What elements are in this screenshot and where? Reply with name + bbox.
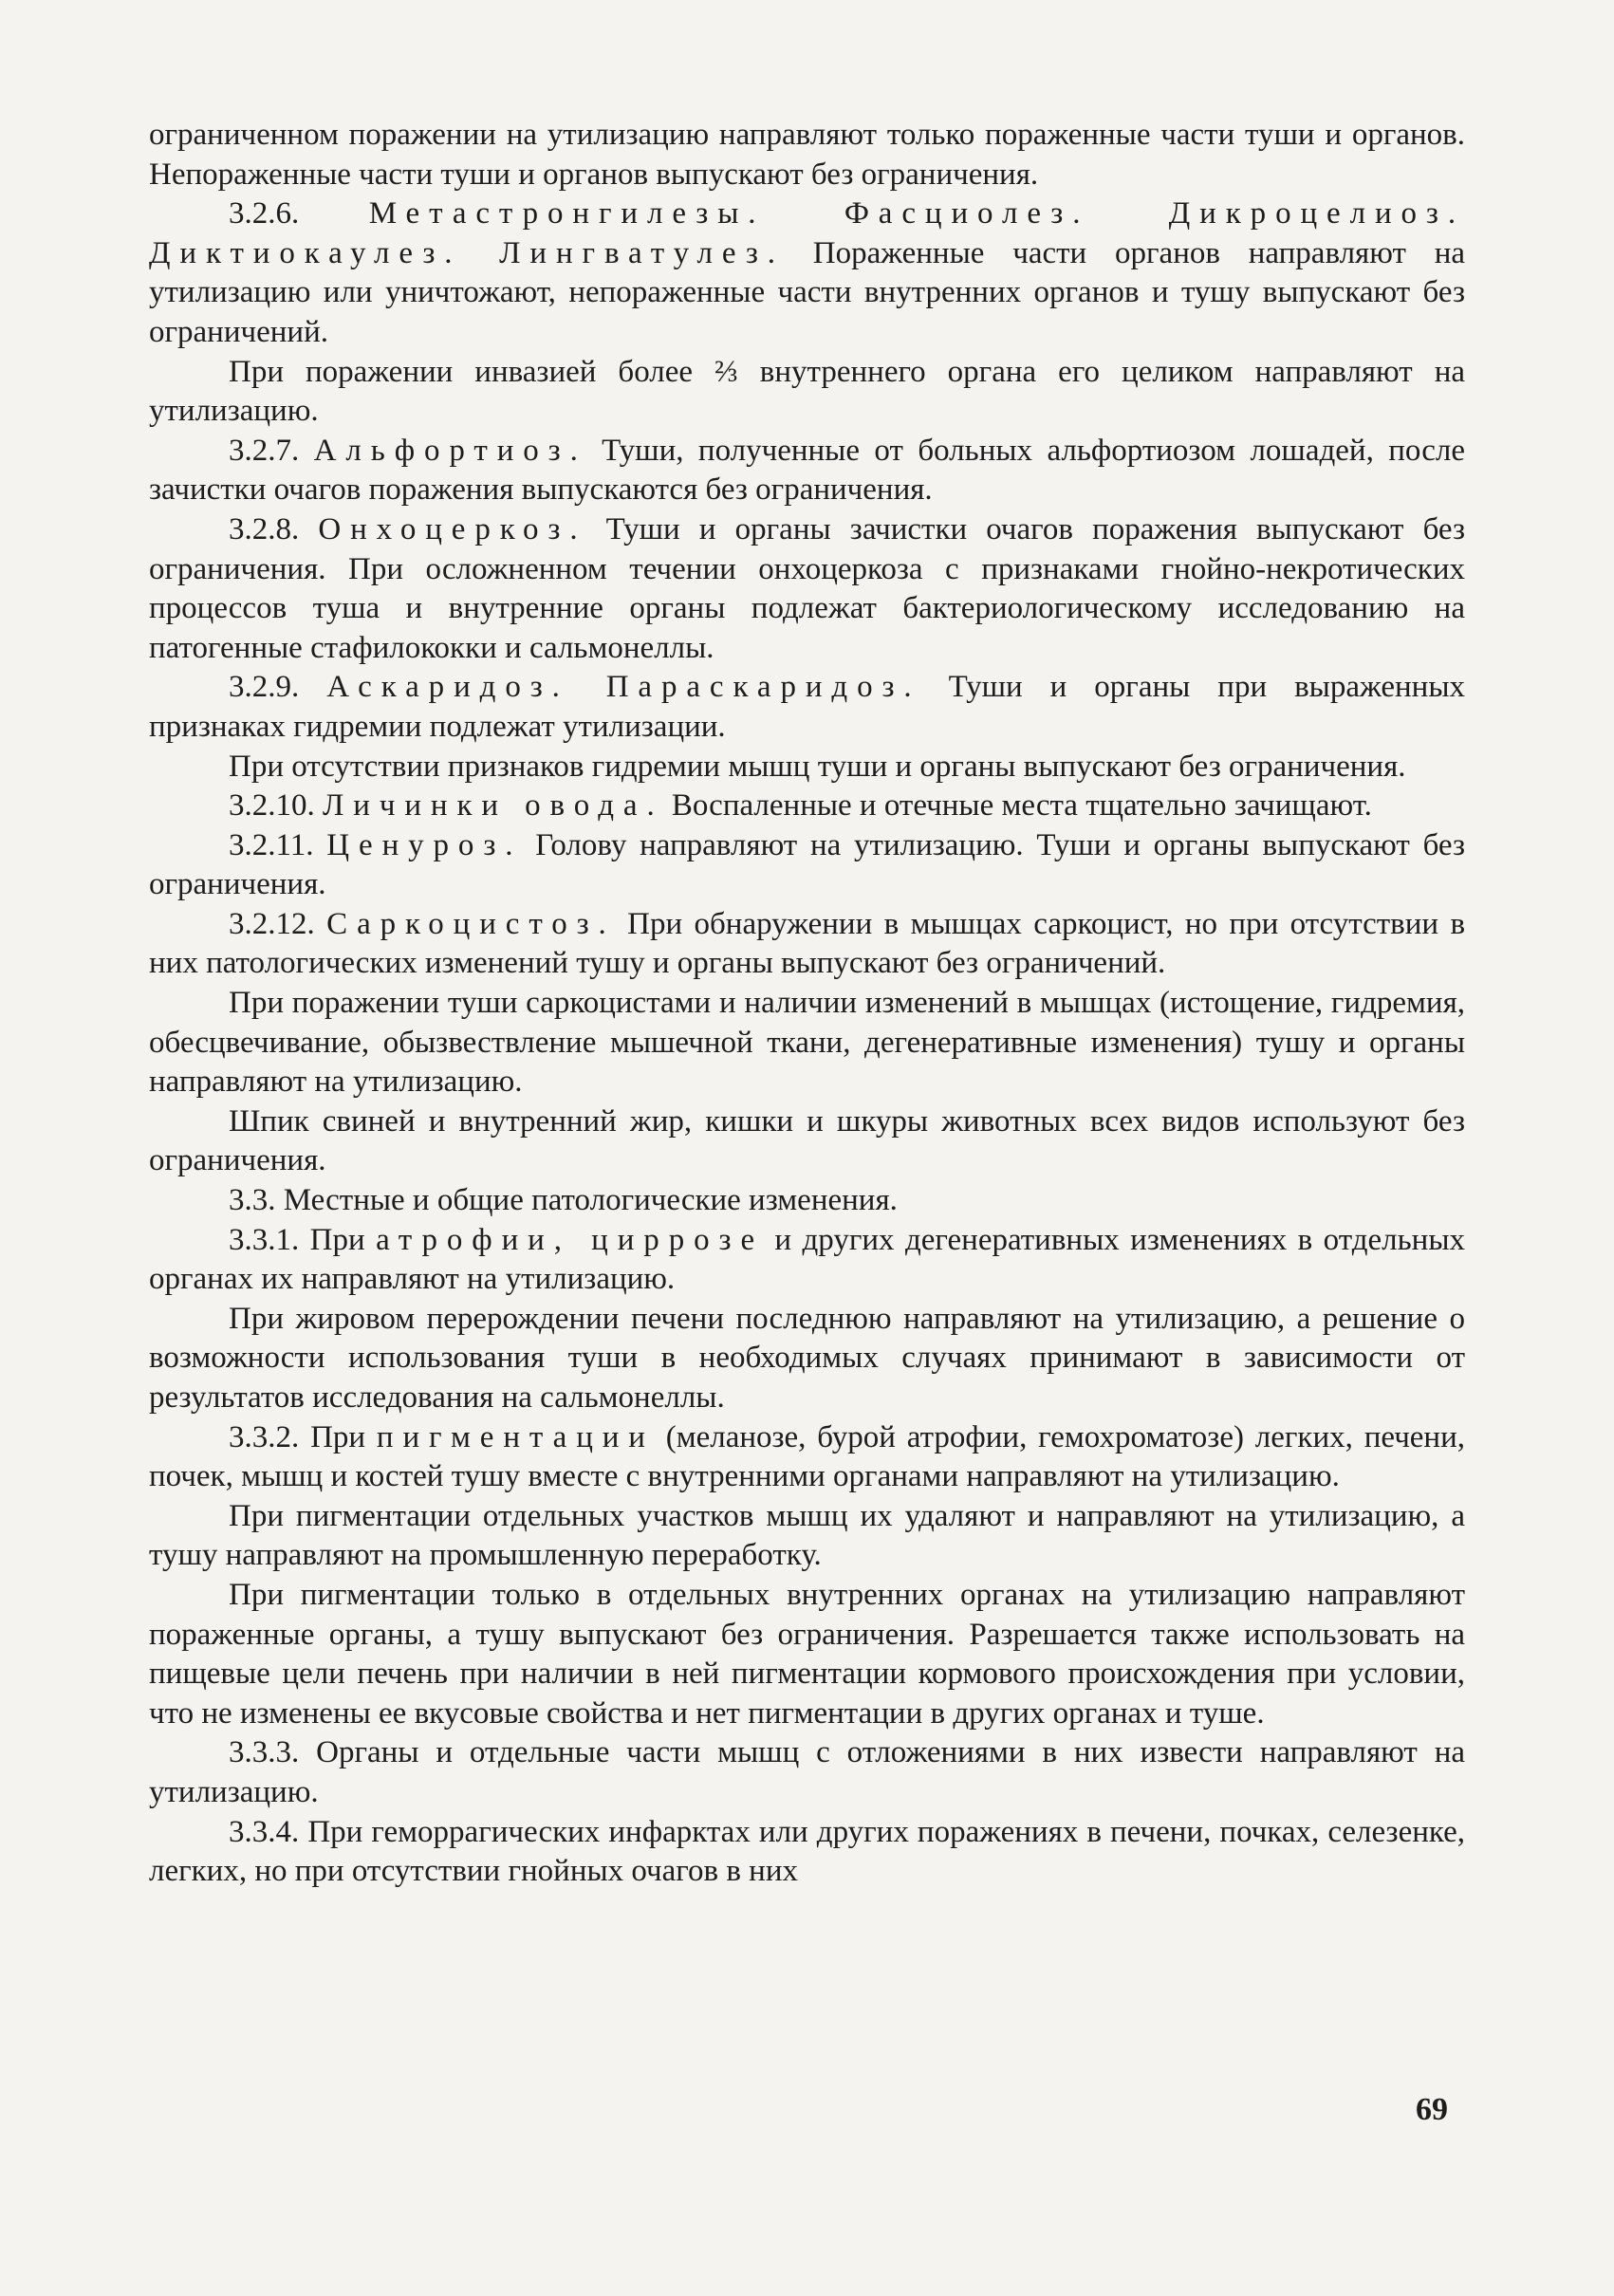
section-heading <box>149 1181 1465 1221</box>
paragraph <box>149 1576 1465 1733</box>
paragraph <box>149 1221 1465 1300</box>
paragraph-text: При пигментации только в отдельных внутренних органах на утилизацию направляют пораженные органы, а тушу выпускают без ограничения. Разрешается также использовать на пищевые цели печень при наличии в ней пигментации кормового происхождения при условии, что не изменены ее вкусовые свойства и нет пигментации в других органах и туше. <box>149 1577 1465 1731</box>
section-number: 3.2.8. <box>229 511 300 546</box>
paragraph <box>149 787 1465 826</box>
paragraph-text: При поражении туши саркоцистами и наличии изменений в мышцах (истощение, гидремия, обесцвечивание, обызвествление мышечной ткани, дегенеративные изменения) тушу и органы направляют на утилизацию. <box>149 986 1465 1100</box>
spaced-term: атрофии, циррозе <box>376 1222 764 1257</box>
spaced-term: Онхоцеркоз. <box>318 511 587 546</box>
spaced-term: Альфортиоз. <box>313 433 587 468</box>
paragraph <box>149 826 1465 905</box>
paragraph <box>149 984 1465 1102</box>
paragraph <box>149 1418 1465 1497</box>
paragraph <box>149 432 1465 510</box>
paragraph-text: и других дегенеративных изменениях в отдельных органах их направляют на утилизацию. <box>149 1222 1465 1297</box>
section-number: 3.3.2. При <box>229 1419 366 1454</box>
spaced-term: Аскаридоз. Параскаридоз. <box>326 670 921 705</box>
paragraph-text: Туши и органы при выраженных признаках гидремии подлежат утилизации. <box>149 670 1465 744</box>
section-number: 3.2.10. <box>229 788 315 824</box>
body-text <box>149 116 1465 1892</box>
paragraph-text: Туши и органы зачистки очагов поражения выпускают без ограничения. При осложненном течении онхоцеркоза с признаками гнойно-некротических процессов туша и внутренние органы подлежат бактериологическому исследованию на патогенные стафилококки и сальмонеллы. <box>149 511 1466 665</box>
page-number: 69 <box>1416 2092 1448 2127</box>
paragraph-text: 3.3.4. При геморрагических инфарктах или других поражениях в печени, почках, селезенке, легких, но при отсутствии гнойных очагов в них <box>149 1814 1465 1889</box>
paragraph-text: При отсутствии признаков гидремии мышц туши и органы выпускают без ограничения. <box>229 749 1406 784</box>
paragraph-text: При пигментации отдельных участков мышц их удаляют и направляют на утилизацию, а тушу направляют на промышленную переработку. <box>149 1498 1465 1573</box>
spaced-term: пигментации <box>376 1419 655 1454</box>
paragraph <box>149 1813 1465 1892</box>
section-number: 3.2.7. <box>229 433 300 468</box>
paragraph <box>149 116 1465 194</box>
paragraph-text: Воспаленные и отечные места тщательно зачищают. <box>671 788 1372 824</box>
paragraph-text: Голову направляют на утилизацию. Туши и органы выпускают без ограничения. <box>149 827 1466 902</box>
paragraph <box>149 1497 1465 1576</box>
paragraph-text: При жировом перерождении печени последнюю направляют на утилизацию, а решение о возможности использования туши в необходимых случаях принимают в зависимости от результатов исследования на сальмонеллы. <box>149 1301 1465 1415</box>
paragraph <box>149 510 1465 668</box>
spaced-term: Ценуроз. <box>326 827 523 862</box>
paragraph-text: ограниченном поражении на утилизацию направляют только пораженные части туши и органов. Непораженные части туши и органов выпускают без ограничения. <box>149 118 1465 192</box>
section-number: 3.3.1. При <box>229 1222 365 1257</box>
paragraph <box>149 1300 1465 1418</box>
section-number: 3.2.12. <box>229 906 315 941</box>
section-number: 3.2.9. <box>229 670 300 705</box>
paragraph <box>149 668 1465 747</box>
paragraph-text: При обнаружении в мышцах саркоцист, но при отсутствии в них патологических изменений тушу и органы выпускают без ограничений. <box>149 906 1466 981</box>
section-number: 3.2.11. <box>229 827 314 862</box>
paragraph-text: (меланозе, бурой атрофии, гемохроматозе) легких, печени, почек, мышц и костей тушу вместе с внутренними органами направляют на утилизацию. <box>149 1419 1466 1494</box>
paragraph-text: При поражении инвазией более ⅔ внутреннего органа его целиком направляют на утилизацию. <box>149 354 1465 429</box>
paragraph-text: Пораженные части органов направляют на утилизацию или уничтожают, непораженные части внутренних органов и тушу выпускают без ограничений. <box>149 235 1466 349</box>
spaced-term: Личинки овода. <box>323 788 664 824</box>
paragraph <box>149 905 1465 984</box>
paragraph <box>149 1733 1465 1812</box>
paragraph <box>149 353 1465 432</box>
paragraph-text: 3.3. Местные и общие патологические изменения. <box>229 1183 898 1218</box>
spaced-term: Саркоцистоз. <box>326 906 616 941</box>
section-number: 3.2.6. <box>229 196 300 231</box>
paragraph <box>149 194 1465 352</box>
paragraph-text: Туши, полученные от больных альфортиозом лошадей, после зачистки очагов поражения выпускаются без ограничения. <box>149 433 1465 508</box>
paragraph <box>149 1102 1465 1181</box>
paragraph-text: 3.3.3. Органы и отдельные части мышц с отложениями в них извести направляют на утилизацию. <box>149 1735 1465 1809</box>
spaced-term: Метастронгилезы. Фасциолез. Дикроцелиоз. Диктиокаулез. Лингватулез. <box>149 196 1465 270</box>
paragraph-text: Шпик свиней и внутренний жир, кишки и шкуры животных всех видов используют без ограничения. <box>149 1103 1465 1178</box>
paragraph <box>149 748 1465 787</box>
